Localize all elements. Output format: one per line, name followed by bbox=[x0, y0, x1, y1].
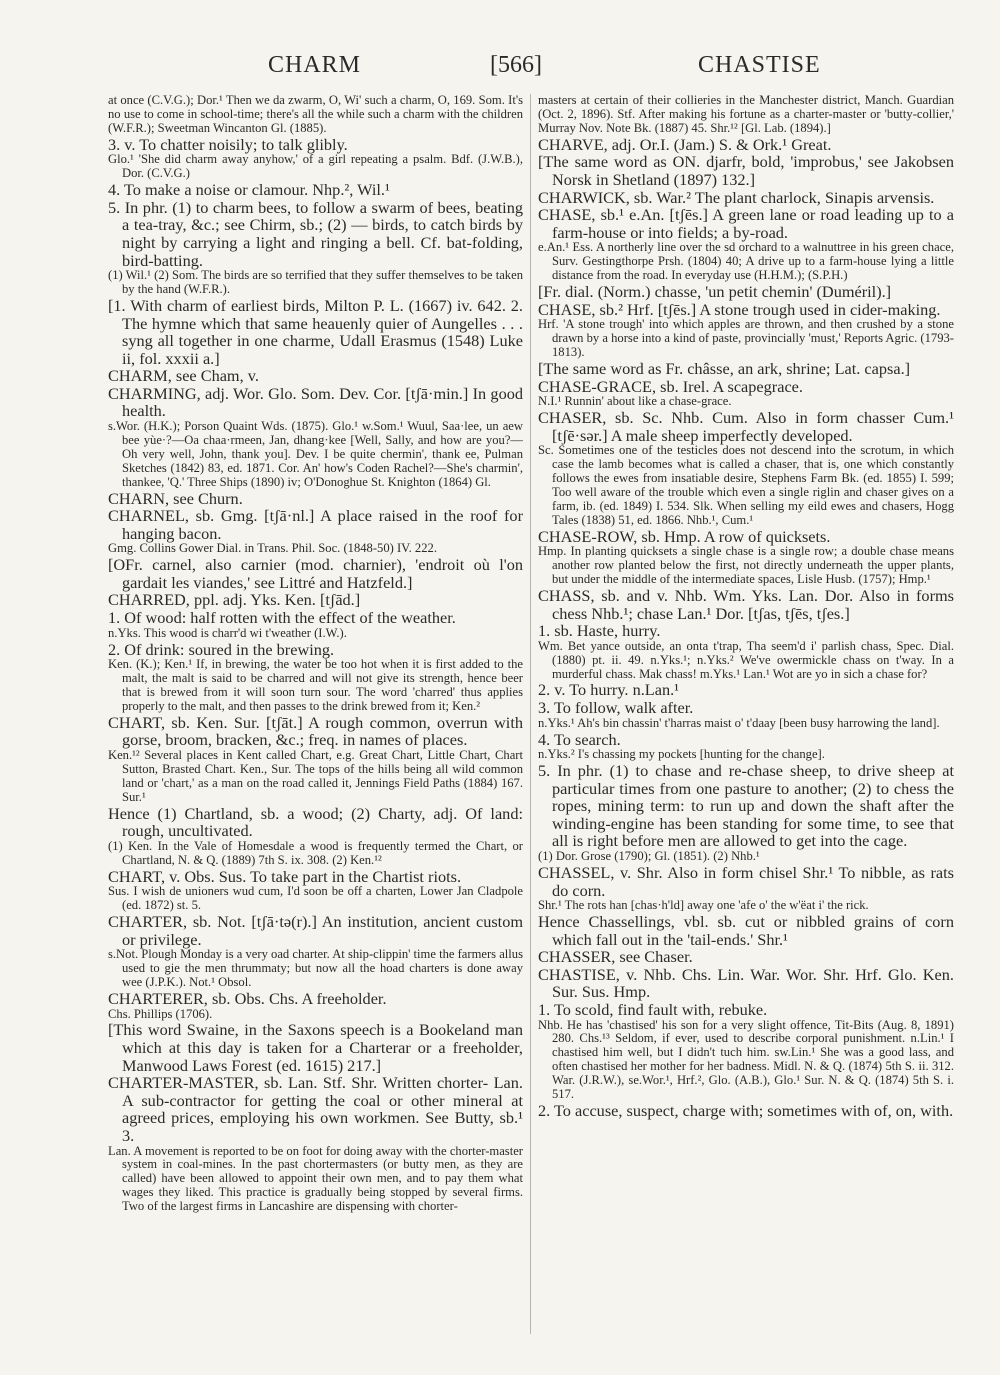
entry-paragraph: CHASER, sb. Sc. Nhb. Cum. Also in form chasser Cum.¹ [tʃē·sər.] A male sheep imperfectly developed. bbox=[538, 408, 954, 445]
citation-paragraph: Chs. Phillips (1706). bbox=[108, 1006, 213, 1021]
entry-paragraph: CHASE-ROW, sb. Hmp. A row of quicksets. bbox=[538, 526, 831, 546]
citation-paragraph: Glo.¹ 'She did charm away anyhow,' of a girl repeating a psalm. Bdf. (J.W.B.), Dor. (C.V.G.) bbox=[108, 152, 523, 181]
entry-paragraph: CHART, sb. Ken. Sur. [tʃāt.] A rough common, overrun with gorse, broom, bracken, &c.; freq. in names of places. bbox=[108, 712, 523, 750]
citation-paragraph: Wm. Bet yance outside, an onta t'trap, Tha seem'd i' parlish chass, Spec. Dial. (1880) pt. ii. 49. n.Yks.¹; n.Yks.² We've owermickle chass on t'way. In a murderful chass. Mak chass! m.Yks.¹ Lan.¹ Wot are yo in sich a chase for? bbox=[538, 638, 954, 681]
entry-paragraph: [This word Swaine, in the Saxons speech is a Bookeland man which at this day is taken for a Charterar or a freeholder, Manwood Laws Forest (ed. 1615) 217.] bbox=[108, 1020, 523, 1075]
entry-paragraph: 2. Of drink: soured in the brewing. bbox=[108, 639, 335, 659]
entry-paragraph: Hence (1) Chartland, sb. a wood; (2) Charty, adj. Of land: rough, uncultivated. bbox=[108, 803, 523, 841]
entry-paragraph: CHARWICK, sb. War.² The plant charlock, Sinapis arvensis. bbox=[538, 187, 935, 207]
citation-paragraph: s.Wor. (H.K.); Porson Quaint Wds. (1875). Glo.¹ w.Som.¹ Wuul, Saa·lee, un aew bee yùe·?—Oa chaa·rmeen, Jan, dhang·kee [Well, Sally, and how are you?—Oh very well, John, thank you]. Dev. I be quite chermin', thank ee, Pulman Sketches (1842) 83, ed. 1871. Cor. An' how's Coden Rachel?—She's charmin', thankee, 'Q.' Three Ships (1890) iv; O'Donoghue St. Knighton (1864) Gl. bbox=[108, 419, 523, 489]
entry-paragraph: CHARTER, sb. Not. [tʃā·tə(r).] An institution, ancient custom or privilege. bbox=[108, 912, 523, 949]
entry-paragraph: CHASSEL, v. Shr. Also in form chisel Shr.¹ To nibble, as rats do corn. bbox=[538, 862, 954, 900]
entry-paragraph: [The same word as ON. djarfr, bold, 'improbus,' see Jakobsen Norsk in Shetland (1897) 132.] bbox=[538, 152, 954, 189]
citation-paragraph: e.An.¹ Ess. A northerly line over the sd orchard to a walnuttree in his green chace, Surv. Gestingthorpe Prsh. (1804) 40; A drive up to a farm-house lying a little distance from the road. In everyday use (H.H.M.); (S.P.H.) bbox=[538, 240, 954, 283]
entry-paragraph: [1. With charm of earliest birds, Milton P. L. (1667) iv. 642. 2. The hymne which that same heauenly quier of Aungelles . . . syng all together in one charme, Udall Erasmus (1548) Luke ii, fol. xxxii a.] bbox=[108, 295, 523, 368]
citation-paragraph: (1) Dor. Grose (1790); Gl. (1851). (2) Nhb.¹ bbox=[538, 849, 760, 863]
entry-paragraph: [The same word as Fr. châsse, an ark, shrine; Lat. capsa.] bbox=[538, 358, 911, 378]
citation-paragraph: Nhb. He has 'chastised' his son for a very slight offence, Tit-Bits (Aug. 8, 1891) 280. Chs.¹³ Seldom, if ever, used to describe corporal punishment. n.Lin.¹ I chastised him well, but I didn't tuch him. sw.Lin.¹ She was a good lass, and often chastised her mother for her badness. Midl. N. & Q. (1874) 5th S. ii. 312. War. (J.R.W.), se.Wor.¹, Hrf.², Glo. (A.B.), Glo.¹ Sur. N. & Q. (1874) 5th S. i. 517. bbox=[538, 1017, 954, 1102]
left-column bbox=[108, 94, 523, 1344]
entry-paragraph: 2. To accuse, suspect, charge with; sometimes with of, on, with. bbox=[538, 1101, 954, 1120]
citation-paragraph: n.Yks. This wood is charr'd wi t'weather (I.W.). bbox=[108, 625, 347, 640]
citation-paragraph: N.I.¹ Runnin' about like a chase-grace. bbox=[538, 394, 732, 409]
citation-paragraph: (1) Wil.¹ (2) Som. The birds are so terrified that they suffer themselves to be taken by the hand (W.F.R.). bbox=[108, 268, 523, 296]
citation-paragraph: Hmp. In planting quicksets a single chase is a single row; a double chase means another row planted below the first, not directly underneath the upper plants, but under the middle of the intermediate spaces, Lisle Husb. (1757); Hmp.¹ bbox=[538, 544, 954, 587]
entry-paragraph: 1. Of wood: half rotten with the effect of the weather. bbox=[108, 608, 456, 628]
entry-paragraph: 5. In phr. (1) to charm bees, to follow a swarm of bees, beating a tea-tray, &c.; see Chirm, sb.; (2) — birds, to catch birds by night by carrying a light and ringing a bell. Cf. bat-folding, bird-batting. bbox=[108, 197, 523, 270]
entry-paragraph: CHARTERER, sb. Obs. Chs. A freeholder. bbox=[108, 988, 387, 1008]
citation-paragraph: Lan. A movement is reported to be on foot for doing away with the chorter-master system in coal-mines. In the past chortermasters (or butty men, as they are called) have been allowed to appoint their own men, and to pay them what wages they liked. This practice is gradually being stopped by several firms. Two of the largest firms in Lancashire are dispensing with chorter- bbox=[108, 1143, 523, 1214]
entry-paragraph: CHARTER-MASTER, sb. Lan. Stf. Shr. Written chorter- Lan. A sub-contractor for getting the coal or other mineral at agreed prices, employing his own workmen. See Butty, sb.¹ 3. bbox=[108, 1073, 523, 1145]
entry-paragraph: CHASSER, see Chaser. bbox=[538, 947, 693, 967]
citation-paragraph: at once (C.V.G.); Dor.¹ Then we da zwarm, O, Wi' such a charm, O, 169. Som. It's no use to come in school-time; there's all the while such a charm with the children (W.F.R.); Sweetman Wincanton Gl. (1885). bbox=[108, 94, 523, 135]
citation-paragraph: Shr.¹ The rots han [chas·h'ld] away one 'afe o' the w'ëat i' the rick. bbox=[538, 898, 869, 913]
entry-paragraph: 3. To follow, walk after. bbox=[538, 698, 694, 718]
citation-paragraph: Sus. I wish de unioners wud cum, I'd soon be off a charten, Lower Jan Cladpole (ed. 1872) st. 5. bbox=[108, 884, 523, 913]
column-divider bbox=[530, 94, 531, 1334]
entry-paragraph: CHART, v. Obs. Sus. To take part in the Chartist riots. bbox=[108, 866, 462, 886]
entry-paragraph: [OFr. carnel, also carnier (mod. charnier), 'endroit où l'on gardait les viandes,' see Littré and Hatzfeld.] bbox=[108, 555, 523, 592]
entry-paragraph: 5. In phr. (1) to chase and re-chase sheep, to drive sheep at particular times from one pasture to another; (2) to chess the ropes, mining term: to run up and down the shaft after the winding-engine has been standing for some time, to see that all is right before men are allowed to get into the cage. bbox=[538, 761, 954, 851]
right-column bbox=[538, 94, 954, 1344]
citation-paragraph: Hrf. 'A stone trough' into which apples are thrown, and then crushed by a stone drawn by a horse into a kind of paste, provincially 'must,' Reports Agric. (1793-1813). bbox=[538, 317, 954, 359]
entry-paragraph: 1. sb. Haste, hurry. bbox=[538, 621, 661, 641]
running-header bbox=[0, 52, 1000, 88]
citation-paragraph: Ken.¹² Several places in Kent called Chart, e.g. Great Chart, Little Chart, Chart Sutton, Brasted Chart. Ken., Sur. The tops of the hills being all wild common land or 'chart,' as a man on the road called it, Jennings Field Paths (1884) 167. Sur.¹ bbox=[108, 747, 523, 804]
citation-paragraph: s.Not. Plough Monday is a very oad charter. At ship-clippin' time the farmers allus used to gie the men thrummaty; but now all the hoad charters is done away wee (J.P.K.). Not.¹ Obsol. bbox=[108, 947, 523, 989]
citation-paragraph: n.Yks.¹ Ah's bin chassin' t'harras maist o' t'daay [been busy harrowing the land]. bbox=[538, 715, 940, 730]
citation-paragraph: Sc. Sometimes one of the testicles does not descend into the scrotum, in which case the lamb becomes what is called a chaser, that is, one which constantly follows the ewes from insatiable desire, Stephens Farm Bk. (ed. 1855) I. 599; Too well aware of the trouble which even a single riglin and chaser gives on a farm, ib. (ed. 1849) I. 534. Slk. When selling my eild ewes and chasers, Hogg Tales (1838) 51, ed. 1866. Nhb.¹, Cum.¹ bbox=[538, 443, 954, 527]
page-number: [566] bbox=[490, 52, 542, 78]
entry-paragraph: CHASE-GRACE, sb. Irel. A scapegrace. bbox=[538, 376, 803, 396]
entry-paragraph: CHASE, sb.¹ e.An. [tʃēs.] A green lane or road leading up to a farm-house or into fields; a by-road. bbox=[538, 205, 954, 242]
entry-paragraph: CHASE, sb.² Hrf. [tʃēs.] A stone trough used in cider-making. bbox=[538, 299, 941, 319]
entry-paragraph: CHARNEL, sb. Gmg. [tʃā·nl.] A place raised in the roof for hanging bacon. bbox=[108, 506, 523, 543]
entry-paragraph: 4. To search. bbox=[538, 729, 621, 749]
entry-paragraph: CHASTISE, v. Nhb. Chs. Lin. War. Wor. Shr. Hrf. Glo. Ken. Sur. Sus. Hmp. bbox=[538, 964, 954, 1002]
entry-paragraph: Hence Chassellings, vbl. sb. cut or nibbled grains of corn which fall out in the 'tail-ends.' Shr.¹ bbox=[538, 912, 954, 949]
citation-paragraph: Gmg. Collins Gower Dial. in Trans. Phil. Soc. (1848-50) IV. 222. bbox=[108, 541, 437, 556]
entry-paragraph: CHARRED, ppl. adj. Yks. Ken. [tʃād.] bbox=[108, 590, 361, 610]
entry-paragraph: 4. To make a noise or clamour. Nhp.², Wil.¹ bbox=[108, 180, 390, 200]
entry-paragraph: CHARM, see Cham, v. bbox=[108, 366, 259, 386]
citation-paragraph: Ken. (K.); Ken.¹ If, in brewing, the water be too hot when it is first added to the malt, the malt is said to be charred and will not give its strength, hence beer that is brewed from it will soon turn sour. The word 'charred' thus applies properly to the malt, and then passes to the drink brewed from it; Ken.² bbox=[108, 657, 523, 713]
entry-paragraph: CHASS, sb. and v. Nhb. Wm. Yks. Lan. Dor. Also in forms chess Nhb.¹; chase Lan.¹ Dor. [tʃas, tʃēs, tʃes.] bbox=[538, 585, 954, 623]
entry-paragraph: CHARMING, adj. Wor. Glo. Som. Dev. Cor. [tʃā·min.] In good health. bbox=[108, 383, 523, 421]
header-last-headword: CHASTISE bbox=[698, 52, 821, 78]
citation-paragraph: masters at certain of their collieries in the Manchester district, Manch. Guardian (Oct. 2, 1896). Stf. After making his fortune as a charter-master or 'butty-collier,' Murray Nov. Note Bk. (1887) 45. Shr.¹² [Gl. Lab. (1894).] bbox=[538, 94, 954, 135]
header-first-headword: CHARM bbox=[268, 52, 362, 78]
entry-paragraph: CHARN, see Churn. bbox=[108, 488, 243, 508]
entry-paragraph: 1. To scold, find fault with, rebuke. bbox=[538, 999, 768, 1019]
entry-paragraph: [Fr. dial. (Norm.) chasse, 'un petit chemin' (Duméril).] bbox=[538, 282, 892, 301]
entry-paragraph: 3. v. To chatter noisily; to talk glibly. bbox=[108, 134, 348, 154]
entry-paragraph: 2. v. To hurry. n.Lan.¹ bbox=[538, 680, 680, 700]
entry-paragraph: CHARVE, adj. Or.I. (Jam.) S. & Ork.¹ Great. bbox=[538, 134, 832, 154]
citation-paragraph: (1) Ken. In the Vale of Homesdale a wood is frequently termed the Chart, or Chartland, N. & Q. (1889) 7th S. ix. 308. (2) Ken.¹² bbox=[108, 838, 523, 867]
citation-paragraph: n.Yks.² I's chassing my pockets [hunting for the change]. bbox=[538, 747, 825, 762]
